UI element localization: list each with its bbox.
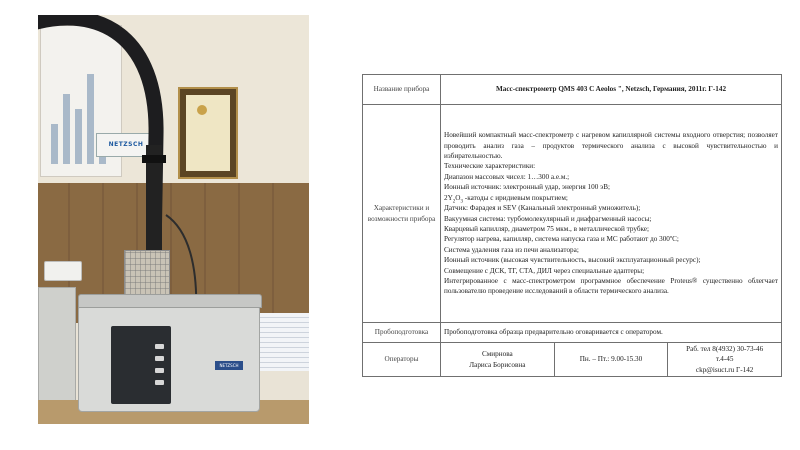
netzsch-sign: NETZSCH bbox=[96, 133, 156, 157]
instrument-photo bbox=[38, 15, 309, 424]
spec-gas-removal: Система удаления газа из печи анализатора; bbox=[444, 245, 579, 254]
prep-label: Пробоподготовка bbox=[363, 323, 441, 343]
mass-spectrometer-unit bbox=[78, 305, 260, 412]
spec-detector: Датчик: Фарадея и SEV (Канальный электронный умножитель); bbox=[444, 204, 641, 213]
spec-compatibility: Совмещение с ДСК, ТГ, СТА, ДИЛ через специальные адаптеры; bbox=[444, 266, 645, 275]
operators-label: Операторы bbox=[363, 343, 441, 377]
name-label: Название прибора bbox=[363, 75, 441, 105]
intro-text: Новейший компактный масс-спектрометр с нагревом капиллярной системы входного отверстия; позволяет проводить анализ газа – продуктов термического анализа с высокой чувствительностью и избирательностью. bbox=[444, 131, 778, 161]
device-logo: NETZSCH bbox=[215, 361, 243, 370]
contact-email[interactable]: ckp@isuct.ru Г-142 bbox=[695, 365, 754, 374]
spec-vacuum: Вакуумная система: турбомолекулярный и диафрагменный насосы; bbox=[444, 214, 652, 223]
spec-ion-source: Ионный источник: электронный удар, энергия 100 эВ; bbox=[444, 183, 610, 192]
operator-contact bbox=[668, 343, 782, 377]
operator-hours: Пн. – Пт.: 9.00-15.30 bbox=[554, 343, 668, 377]
control-panel bbox=[111, 326, 171, 404]
spec-capillary: Кварцевый капилляр, диаметром 75 мкм., в металлической трубке; bbox=[444, 224, 649, 233]
unit-top bbox=[78, 294, 262, 308]
table-row-name bbox=[363, 75, 782, 105]
table-row-features bbox=[363, 105, 782, 323]
operator-name bbox=[441, 343, 555, 377]
specs-header: Технические характеристики: bbox=[444, 162, 536, 171]
table-row-operators bbox=[363, 343, 782, 377]
operator-surname: Смирнова bbox=[481, 350, 513, 359]
features-cell bbox=[441, 105, 782, 323]
spec-regulator: Регулятор нагрева, капилляр, система напуска газа и МС работают до 300ºС; bbox=[444, 235, 679, 244]
spec-ion-source-2: Ионный источник (высокая чувствительность, высокий эксплуатационный ресурс); bbox=[444, 256, 701, 265]
paper-stack bbox=[260, 313, 309, 371]
contact-phone: Раб. тел 8(4932) 30-73-46 bbox=[686, 344, 764, 353]
table-row-prep bbox=[363, 323, 782, 343]
spec-cathodes: $2Y_2O_3$ -катоды с иридиевым покрытием; bbox=[444, 193, 568, 205]
prep-text: Пробоподготовка образца предварительно оговаривается с оператором. bbox=[441, 323, 782, 343]
spec-software: Интегрированное с масс-спектрометром программное обеспечение Proteus® существенно облегчает пользователю проведение исследований в области термического анализа. bbox=[444, 276, 778, 296]
spec-mass-range: Диапазон массовых чисел: 1…300 а.е.м.; bbox=[444, 172, 570, 181]
operator-given-names: Лариса Борисовна bbox=[469, 360, 526, 369]
contact-ext: т.4-45 bbox=[715, 355, 734, 364]
instrument-title: Масс-спектрометр QMS 403 C Aeolos ", Netzsch, Германия, 2011г. Г-142 bbox=[441, 75, 782, 105]
instrument-info-table bbox=[362, 74, 782, 377]
features-label: Характеристики и возможности прибора bbox=[363, 105, 441, 323]
